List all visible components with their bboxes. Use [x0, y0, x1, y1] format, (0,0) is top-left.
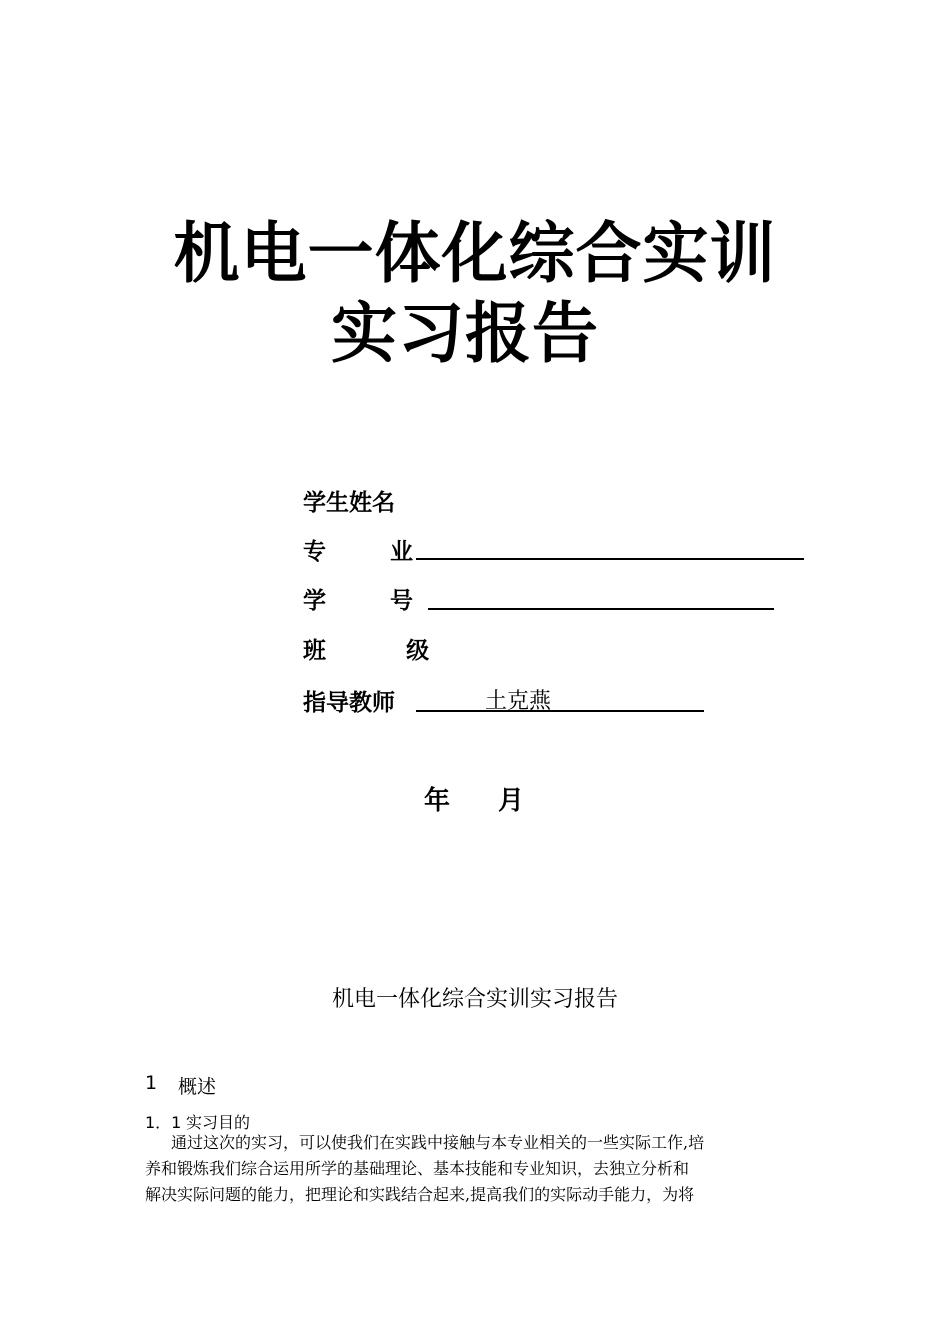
section-1-1-number: 1．1 [145, 1113, 182, 1132]
section-1-number: 1 [145, 1072, 158, 1094]
cover-title-line2: 实习报告 [331, 295, 599, 372]
advisor-underline [416, 710, 704, 712]
major-underline [416, 558, 804, 560]
section-1-1-title: 实习目的 [186, 1113, 251, 1132]
advisor-label: 指导教师 [303, 689, 395, 716]
advisor-name: 土克燕 [485, 689, 552, 714]
date-year-label: 年 [424, 786, 451, 816]
student-id-underline [428, 608, 774, 610]
class-label: 班 级 [303, 637, 430, 664]
paragraph-line: 养和锻炼我们综合运用所学的基础理论、基本技能和专业知识，去独立分析和 [145, 1159, 690, 1178]
report-heading: 机电一体化综合实训实习报告 [331, 987, 618, 1012]
date-month-label: 月 [498, 786, 525, 816]
student-id-label: 学 号 [303, 587, 414, 614]
paragraph-line: 通过这次的实习，可以使我们在实践中接触与本专业相关的一些实际工作,培 [171, 1133, 705, 1152]
major-label: 专 业 [303, 538, 414, 565]
section-1-title: 概述 [178, 1076, 217, 1098]
paragraph-line: 解决实际问题的能力，把理论和实践结合起来,提高我们的实际动手能力，为将 [145, 1185, 695, 1204]
cover-title-line1: 机电一体化综合实训 [173, 215, 777, 292]
intro-paragraph [145, 1130, 810, 1208]
student-name-label: 学生姓名 [303, 489, 395, 516]
